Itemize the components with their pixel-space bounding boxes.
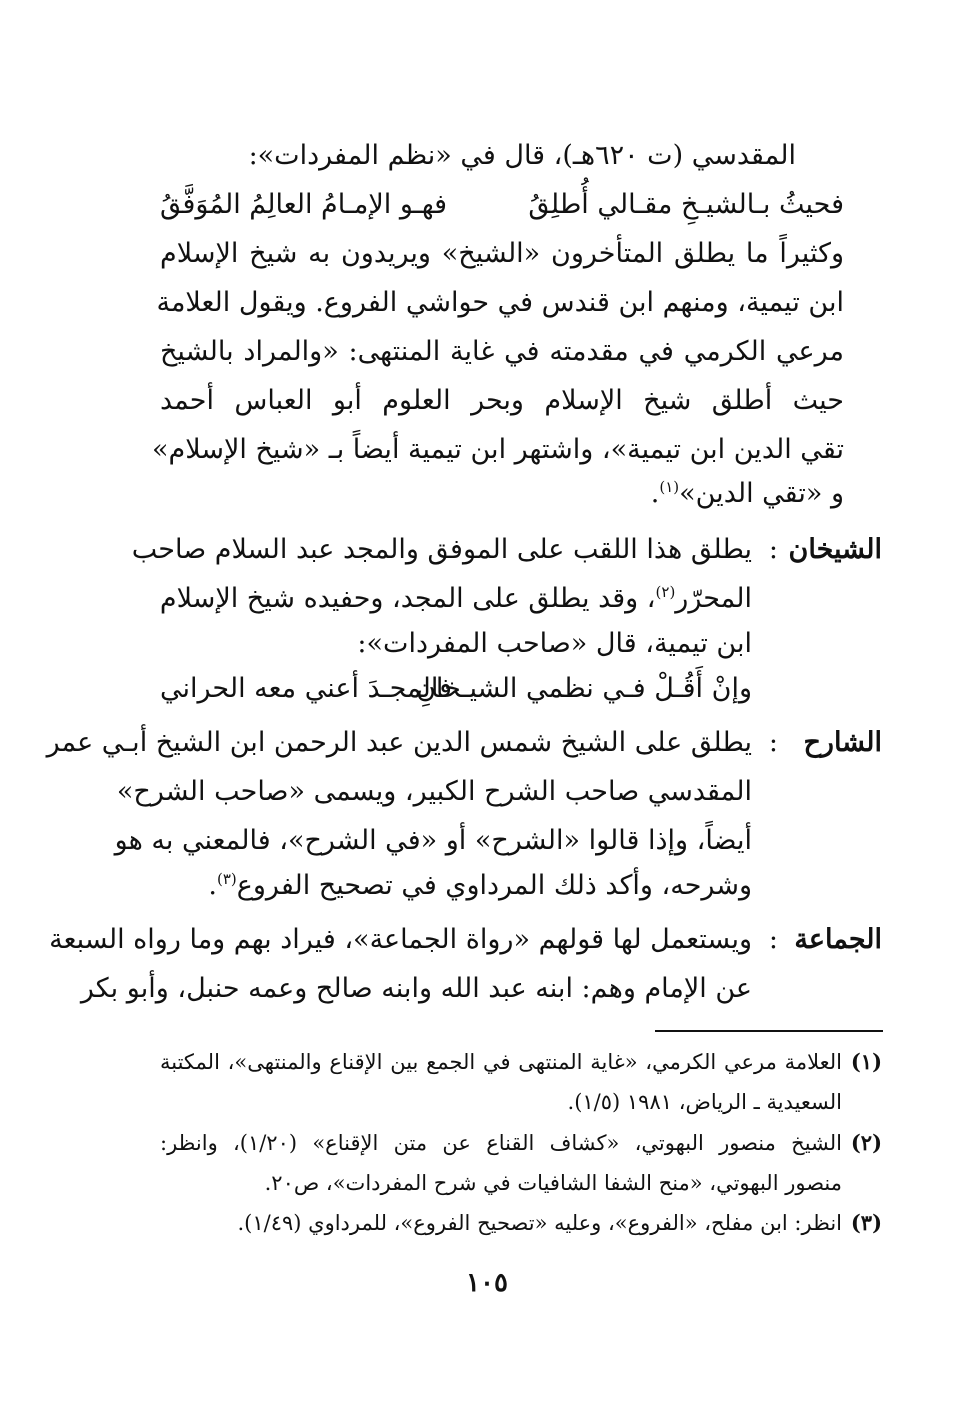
intro-line-4: ابن تيمية، ومنهم ابن قندس في حواشي الفروع. ويقول العلامة	[156, 287, 844, 318]
footnote-separator	[655, 1030, 883, 1032]
term-sharih-colon: :	[768, 727, 778, 758]
term-shaykhan: الشيخان	[788, 534, 882, 565]
footnote-3-number: (٣)	[850, 1210, 882, 1235]
footnote-1-line-2: السعيدية ـ الرياض، ١٩٨١ (١/٥).	[567, 1090, 842, 1114]
shaykhan-line-3: ابن تيمية، قال «صاحب المفردات»:	[357, 628, 752, 659]
verse-2-left: فالمجـدَ أعني معه الحراني	[160, 673, 453, 704]
footnote-3-line-1: انظر: ابن مفلح، «الفروع»، وعليه «تصحيح الفروع»، للمرداوي (١/٤٩).	[237, 1211, 842, 1235]
footnote-2-line-1: الشيخ منصور البهوتي، «كشاف القناع عن متن الإقناع» (١/٢٠)، وانظر:	[160, 1131, 842, 1155]
term-jamaa: الجماعة	[794, 924, 882, 955]
shaykhan-line-2	[160, 579, 752, 619]
sharih-line-4	[208, 866, 752, 906]
term-jamaa-colon: :	[768, 924, 778, 955]
intro-line-6: حيث أطلق شيخ الإسلام وبحر العلوم أبو العباس أحمد	[160, 385, 844, 416]
sharih-line-1: يطلق على الشيخ شمس الدين عبد الرحمن ابن الشيخ أبـي عمر	[46, 727, 752, 758]
intro-line-8-end: .	[650, 478, 660, 509]
term-shaykhan-colon: :	[768, 534, 778, 565]
verse-2-right: وإنْ أَقُـلْ فـي نظمي الشيـخانِ	[416, 673, 752, 704]
jamaa-line-2: عن الإمام وهم: ابنه عبد الله وابنه صالح وعمه حنبل، وأبو بكر	[80, 973, 752, 1004]
intro-line-1: المقدسي (ت ٦٢٠هـ)، قال في «نظم المفردات»:	[248, 140, 796, 171]
sharih-line-4-a: وشرحه، وأكد ذلك المرداوي في تصحيح الفروع	[236, 870, 752, 901]
jamaa-line-1: ويستعمل لها قولهم «رواة الجماعة»، فيراد بهم وما رواه السبعة	[49, 924, 752, 955]
term-sharih: الشارح	[803, 727, 882, 758]
sharih-line-3: أيضاً، وإذا قالوا «الشرح» أو «في الشرح»، فالمعني به هو	[114, 825, 752, 856]
footnote-ref-1: (١)	[659, 478, 680, 496]
shaykhan-line-1: يطلق هذا اللقب على الموفق والمجد عبد السلام صاحب	[131, 534, 752, 565]
sharih-line-4-end: .	[208, 870, 217, 901]
footnote-1-line-1: العلامة مرعي الكرمي، «غاية المنتهى في الجمع بين الإقناع والمنتهى»، المكتبة	[160, 1050, 842, 1074]
page-number: ١٠٥	[466, 1268, 508, 1298]
intro-line-5: مرعي الكرمي في مقدمته في غاية المنتهى: «والمراد بالشيخ	[160, 336, 844, 367]
footnote-2-line-2: منصور البهوتي، «منح الشفا الشافيات في شرح المفردات»، ص٢٠.	[264, 1171, 842, 1195]
verse-1-right: فحيثُ بـالشيـخِ مقـالي أُطلِقُ	[528, 189, 844, 220]
sharih-line-2: المقدسي صاحب الشرح الكبير، ويسمى «صاحب الشرح»	[116, 776, 752, 807]
shaykhan-line-2-b: ، وقد يطلق على المجد، وحفيده شيخ الإسلام	[159, 583, 656, 614]
shaykhan-line-2-a: المحرّر	[675, 583, 752, 614]
verse-1-left: فهـو الإمـامُ العالِمُ المُوَفَّقُ	[160, 189, 448, 220]
footnote-1-number: (١)	[850, 1049, 882, 1074]
footnote-ref-2: (٢)	[655, 583, 676, 601]
footnote-ref-3: (٣)	[217, 870, 237, 888]
footnote-2-number: (٢)	[850, 1130, 882, 1155]
intro-line-8-text: و «تقي الدين»	[679, 478, 844, 509]
intro-line-8	[651, 474, 844, 514]
intro-line-3: وكثيراً ما يطلق المتأخرون «الشيخ» ويريدون به شيخ الإسلام	[160, 238, 844, 269]
intro-line-7: تقي الدين ابن تيمية»، واشتهر ابن تيمية أيضاً بـ «شيخ الإسلام»	[152, 434, 844, 465]
